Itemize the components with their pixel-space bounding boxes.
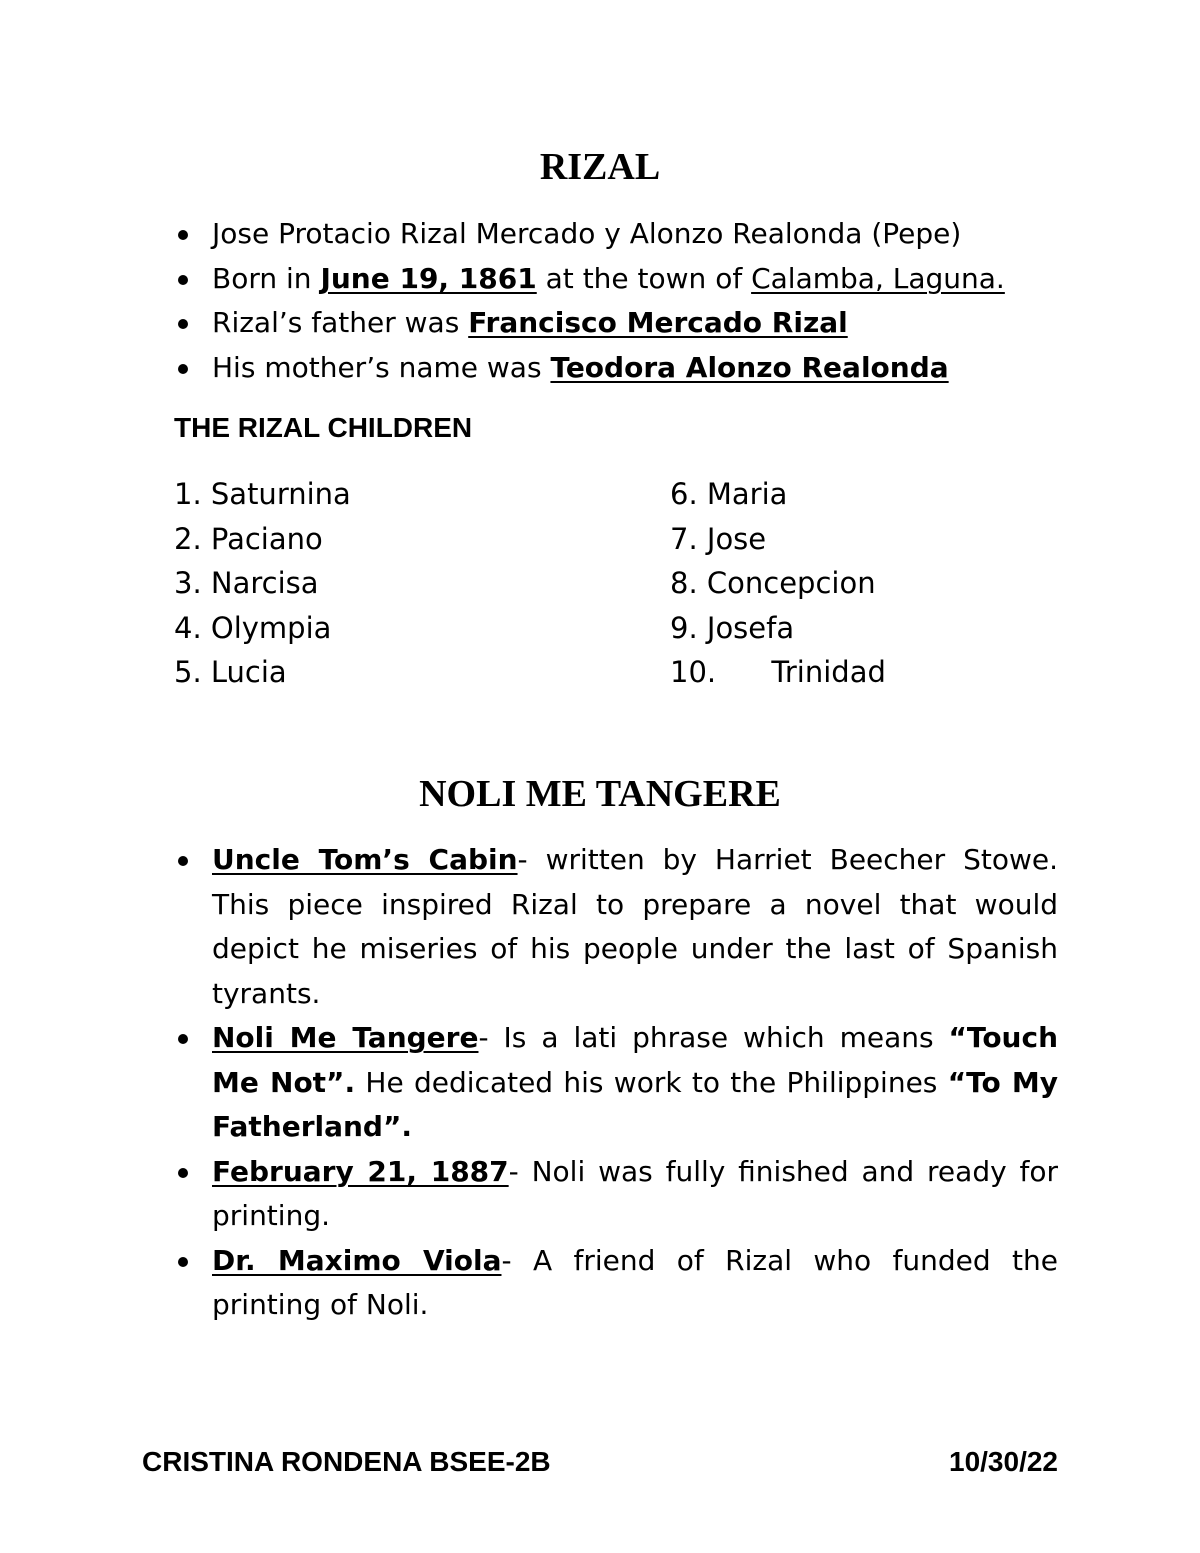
emphasis-text: Francisco Mercado Rizal	[468, 306, 848, 339]
emphasis-text: Dr. Maximo Viola	[212, 1243, 502, 1277]
child-item: 2. Paciano	[174, 521, 323, 556]
emphasis-text: Calamba, Laguna.	[751, 261, 1005, 295]
rizal-bio-list	[174, 212, 1058, 390]
child-item: 10. Trinidad	[670, 655, 886, 689]
bullet-icon	[178, 364, 188, 374]
title-noli: NOLI ME TANGERE	[419, 773, 781, 815]
child-item: 7. Jose	[670, 521, 767, 556]
body-text: - Is a lati phrase which means	[478, 1021, 949, 1054]
bullet-icon	[178, 1168, 188, 1178]
child-item: 1. Saturnina	[174, 477, 351, 511]
children-list-right	[670, 472, 886, 695]
noli-list	[174, 838, 1058, 1328]
body-text: - written by Harriet Beecher Stowe. This piece inspired Rizal to prepare a novel that would depict he miseries of his people under the last of Spanish tyrants.	[212, 843, 1058, 1010]
body-text: His mother’s name was	[212, 350, 551, 384]
body-text: - A friend of Rizal who funded the printing of Noli.	[212, 1243, 1058, 1321]
noli-item	[174, 838, 1058, 1016]
bullet-icon	[178, 856, 188, 866]
emphasis-text: June 19, 1861	[320, 261, 537, 295]
bullet-icon	[178, 1034, 188, 1044]
emphasis-text: February 21, 1887	[212, 1154, 509, 1188]
body-text: at the town of	[536, 261, 752, 295]
child-item: 8. Concepcion	[670, 566, 876, 600]
child-item: 4. Olympia	[174, 610, 332, 645]
child-item: 5. Lucia	[174, 655, 287, 689]
emphasis-text: Teodora Alonzo Realonda	[550, 350, 949, 384]
children-list-left	[174, 472, 351, 695]
child-item: 3. Narcisa	[174, 566, 319, 600]
bio-item	[174, 212, 1058, 257]
body-text: He dedicated his work to the Philippines	[355, 1065, 948, 1099]
title-rizal: RIZAL	[539, 146, 661, 188]
child-item: 6. Maria	[670, 477, 788, 511]
child-item: 9. Josefa	[670, 610, 795, 645]
emphasis-text: Noli Me Tangere	[212, 1021, 479, 1054]
bullet-icon	[178, 1257, 188, 1267]
emphasis-text: “To My Fatherland”.	[212, 1065, 1058, 1143]
noli-item	[174, 1150, 1058, 1239]
body-text: - Noli was fully finished and ready for printing.	[212, 1154, 1059, 1232]
bullet-icon	[178, 230, 188, 240]
footer-author: CRISTINA RONDENA BSEE-2B	[142, 1446, 551, 1477]
emphasis-text: Uncle Tom’s Cabin	[212, 843, 518, 876]
body-text: Rizal’s father was	[212, 306, 469, 339]
body-text: Born in	[212, 261, 321, 295]
body-text: Jose Protacio Rizal Mercado y Alonzo Realonda (Pepe)	[212, 217, 962, 250]
bio-item	[174, 346, 1058, 391]
emphasis-text: “Touch Me Not”.	[212, 1021, 1059, 1099]
noli-item	[174, 1016, 1058, 1150]
children-heading: THE RIZAL CHILDREN	[174, 412, 473, 443]
footer-date: 10/30/22	[949, 1446, 1058, 1477]
bio-item	[174, 301, 1058, 346]
bullet-icon	[178, 275, 188, 285]
noli-item	[174, 1239, 1058, 1328]
bullet-icon	[178, 319, 188, 329]
bio-item	[174, 257, 1058, 302]
